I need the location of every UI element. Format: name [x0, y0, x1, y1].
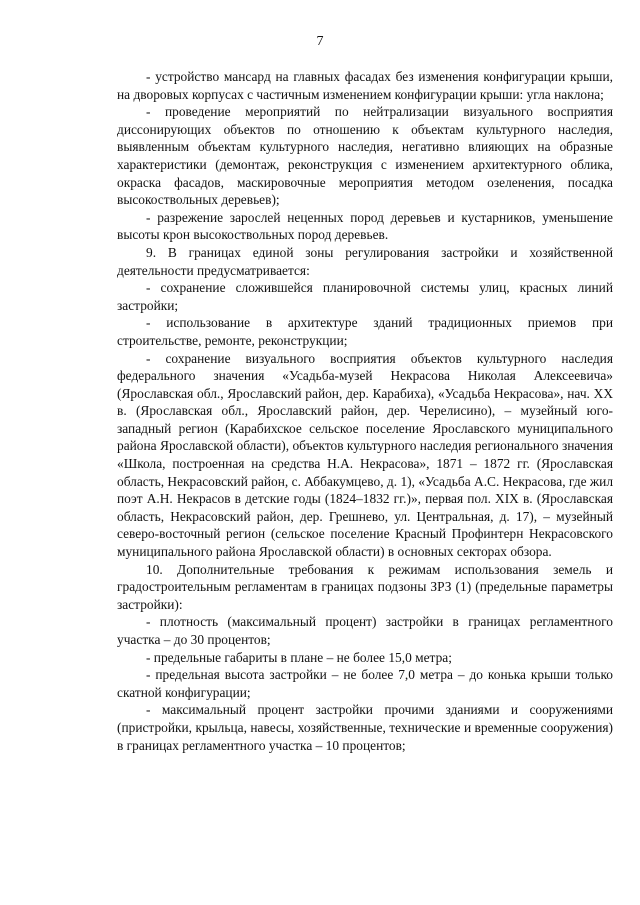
- paragraph-other-buildings: - максимальный процент застройки прочими зданиями и сооружениями (пристройки, крыльца, навесы, хозяйственные, технические и временные сооружения) в границах регламентного участка – 10 процентов;: [117, 702, 613, 753]
- paragraph-street-system: - сохранение сложившейся планировочной системы улиц, красных линий застройки;: [117, 280, 613, 313]
- paragraph-thinning: - разрежение зарослей неценных пород деревьев и кустарников, уменьшение высоты крон высокоствольных пород деревьев.: [117, 209, 613, 243]
- paragraph-height: - предельная высота застройки – не более 7,0 метра – до конька крыши только скатной конфигурации;: [117, 667, 613, 700]
- paragraph-mansard: - устройство мансард на главных фасадах без изменения конфигурации крыши, на дворовых корпусах с частичным изменением конфигурации крыши: угла наклона;: [117, 69, 613, 102]
- paragraph-traditional-methods: - использование в архитектуре зданий традиционных приемов при строительстве, ремонте, реконструкции;: [117, 315, 613, 348]
- paragraph-dimensions: - предельные габариты в плане – не более 15,0 метра;: [146, 649, 452, 665]
- paragraph-item-9: 9. В границах единой зоны регулирования застройки и хозяйственной деятельности предусматривается:: [117, 244, 613, 278]
- paragraph-neutralization: - проведение мероприятий по нейтрализации визуального восприятия диссонирующих объектов по отношению к объектам культурного наследия, выявленным объектам культурного наследия, негативно влияющих на образные характеристики (демонтаж, реконструкция с изменением архитектурного облика, окраска фасадов, маскировочные мероприятия методом озеленения, посадка высокоствольных деревьев);: [117, 104, 613, 208]
- page-number: 7: [316, 34, 324, 49]
- paragraph-item-10: 10. Дополнительные требования к режимам использования земель и градостроительным регламентам в границах подзоны ЗРЗ (1) (предельные параметры застройки):: [117, 561, 613, 612]
- paragraph-density: - плотность (максимальный процент) застройки в границах регламентного участка – до 30 процентов;: [117, 614, 613, 647]
- paragraph-visual-perception: - сохранение визуального восприятия объектов культурного наследия федерального значения «Усадьба-музей Некрасова Николая Алексеевича» (Ярославская обл., Ярославский район, дер. Карабиха), «Усадьба Некрасова», нач. XX в. (Ярославская обл., Ярославский район, дер. Черелисино), – музейный юго-западный регион (Карабихское сельское поселение Ярославского муниципального района Ярославской области), объектов культурного наследия регионального значения «Школа, построенная на средства Н.А. Некрасова», 1871 – 1872 гг. (Ярославская область, Некрасовский район, с. Аббакумцево, д. 1), «Усадьба А.С. Некрасова, где жил поэт А.Н. Некрасов в детские годы (1824–1832 гг.)», первая пол. XIX в. (Ярославская область, Некрасовский район, дер. Грешнево, ул. Центральная, д. 17), – музейный северо-восточный регион (сельское поселение Красный Профинтерн Некрасовского муниципального района Ярославской области) в основных секторах обзора.: [117, 350, 613, 560]
- document-body: [117, 68, 613, 754]
